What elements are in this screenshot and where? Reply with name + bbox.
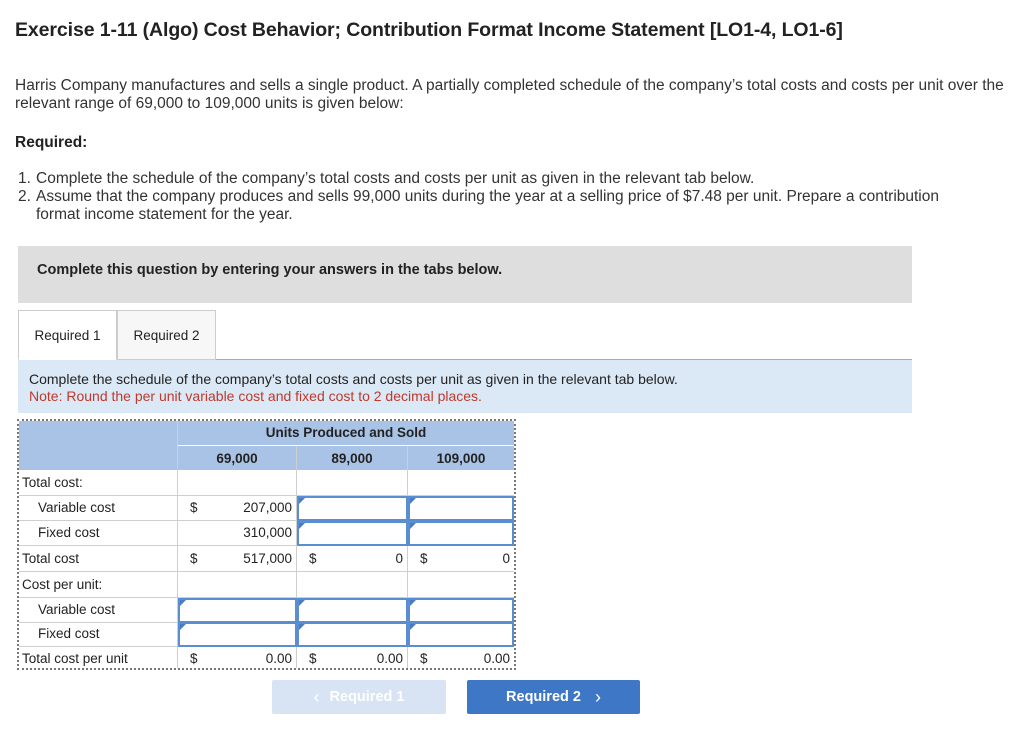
total-per-unit-89000: 0.00	[376, 651, 403, 666]
currency-symbol: $	[309, 651, 317, 666]
currency-symbol: $	[190, 500, 198, 515]
requirement-item	[18, 170, 978, 188]
currency-symbol: $	[420, 551, 428, 566]
cost-schedule-table	[17, 419, 516, 670]
instructions-text: Complete the schedule of the company’s total costs and costs per unit as given in the relevant tab below.	[29, 371, 678, 387]
currency-symbol: $	[420, 651, 428, 666]
fixed-cost-per-unit-89000-input[interactable]	[297, 622, 408, 647]
total-cost-row-label: Total cost	[22, 551, 80, 566]
units-produced-header: Units Produced and Sold	[265, 425, 427, 440]
column-header-89000: 89,000	[331, 451, 373, 466]
variable-cost-109000-input[interactable]	[408, 496, 514, 521]
tab-required-1[interactable]: Required 1	[18, 310, 117, 360]
next-tab-button[interactable]	[467, 680, 640, 714]
currency-symbol: $	[309, 551, 317, 566]
variable-cost-per-unit-69000-input[interactable]	[178, 598, 297, 623]
total-cost-69000: 517,000	[243, 551, 292, 566]
tab-required-2[interactable]: Required 2	[117, 310, 216, 360]
fixed-cost-109000-input[interactable]	[408, 521, 514, 546]
requirements-list	[18, 170, 978, 224]
requirement-text: Complete the schedule of the company’s total costs and costs per unit as given in the relevant tab below.	[36, 170, 755, 187]
fixed-cost-per-unit-69000-input[interactable]	[178, 622, 297, 647]
currency-symbol: $	[190, 651, 198, 666]
variable-cost-per-unit-109000-input[interactable]	[408, 598, 514, 623]
total-per-unit-69000: 0.00	[265, 651, 292, 666]
total-cost-109000: 0	[502, 551, 510, 566]
total-cost-per-unit-label: Total cost per unit	[22, 651, 128, 666]
variable-cost-per-unit-label: Variable cost	[38, 602, 116, 617]
intro-text: Harris Company manufactures and sells a single product. A partially completed schedule of the company’s total costs and costs per unit over the relevant range of 69,000 to 109,000 units is given below:	[15, 77, 1004, 112]
total-cost-89000: 0	[395, 551, 403, 566]
requirement-number: 2.	[18, 188, 31, 205]
row-divider	[19, 571, 514, 572]
rounding-note: Note: Round the per unit variable cost and fixed cost to 2 decimal places.	[29, 388, 482, 404]
instruction-banner	[18, 246, 912, 303]
header-blank-cell	[19, 421, 177, 470]
column-header-109000: 109,000	[436, 451, 486, 466]
fixed-cost-label: Fixed cost	[38, 525, 100, 540]
exercise-title: Exercise 1-11 (Algo) Cost Behavior; Contribution Format Income Statement [LO1-4, LO1-6]	[15, 19, 843, 41]
fixed-cost-89000-input[interactable]	[297, 521, 408, 546]
fixed-cost-per-unit-109000-input[interactable]	[408, 622, 514, 647]
requirement-item	[18, 188, 978, 224]
currency-symbol: $	[190, 551, 198, 566]
column-header-69000: 69,000	[216, 451, 258, 466]
requirement-number: 1.	[18, 170, 31, 187]
fixed-cost-69000: 310,000	[243, 525, 292, 540]
tab-instructions	[18, 360, 912, 413]
variable-cost-69000: 207,000	[243, 500, 292, 515]
total-per-unit-109000: 0.00	[483, 651, 510, 666]
cost-per-unit-section-label: Cost per unit:	[22, 577, 103, 592]
required-heading: Required:	[15, 134, 88, 151]
variable-cost-89000-input[interactable]	[297, 496, 408, 521]
previous-tab-label: Required 1	[329, 689, 405, 705]
chevron-right-icon: ›	[594, 686, 601, 707]
banner-text: Complete this question by entering your answers in the tabs below.	[37, 262, 503, 278]
chevron-left-icon: ‹	[313, 686, 320, 707]
variable-cost-per-unit-89000-input[interactable]	[297, 598, 408, 623]
total-cost-section-label: Total cost:	[22, 475, 83, 490]
variable-cost-label: Variable cost	[38, 500, 116, 515]
previous-tab-button[interactable]	[272, 680, 446, 714]
next-tab-label: Required 2	[506, 689, 581, 705]
fixed-cost-per-unit-label: Fixed cost	[38, 626, 100, 641]
requirement-text: Assume that the company produces and sells 99,000 units during the year at a selling price of $7.48 per unit. Prepare a contribution format income statement for the year.	[36, 188, 939, 223]
